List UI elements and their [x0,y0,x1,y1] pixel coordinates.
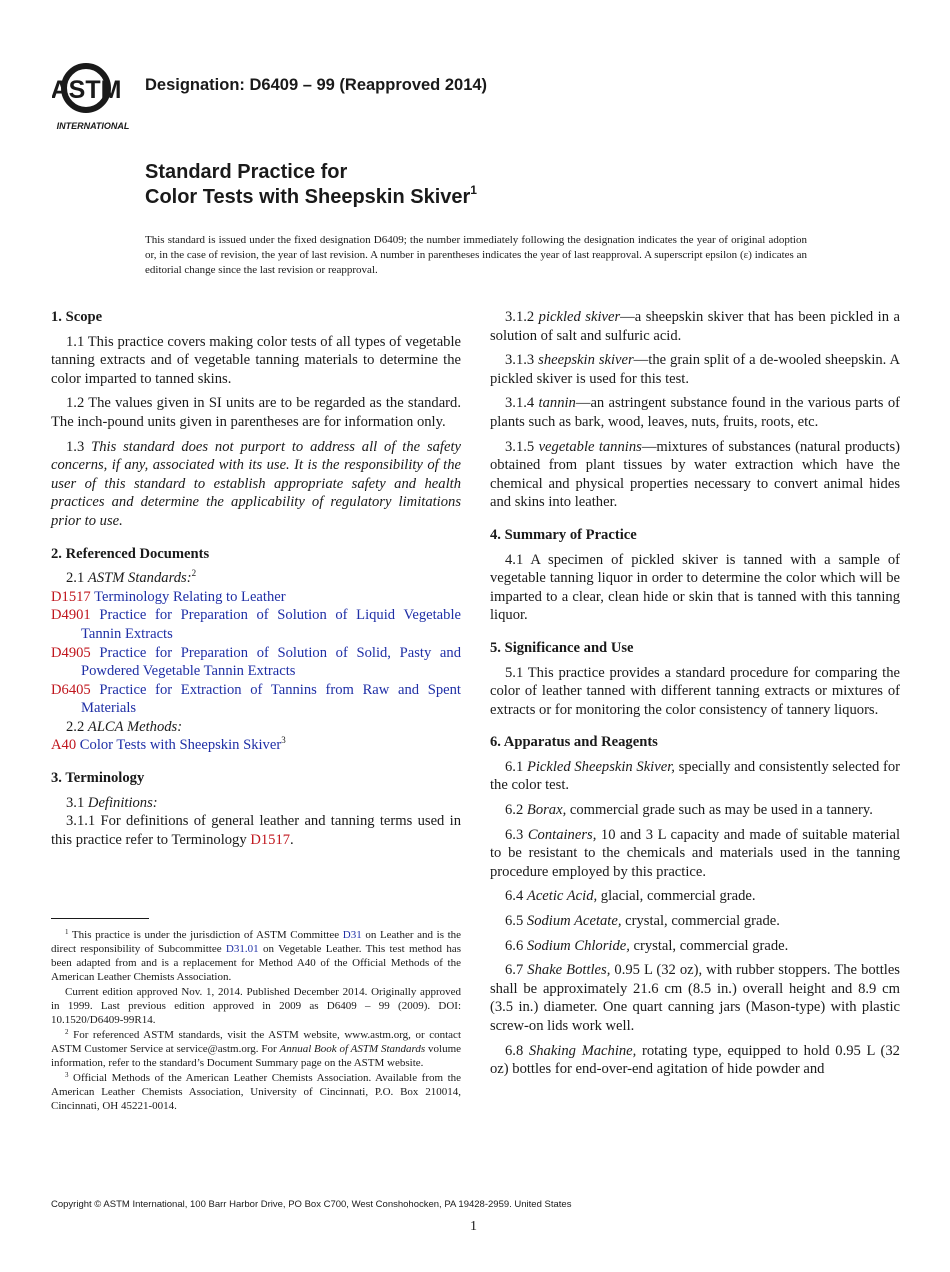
subcommittee-link-d31-01[interactable]: D31.01 [225,943,259,955]
paragraph-3-1-label: Definitions: [87,794,158,811]
paragraph-3-1 [51,794,461,813]
definition-term: tannin [538,395,576,412]
item-text: commercial grade such as may be used in a tannery. [566,802,873,819]
paragraph-2-2-num: 2.2 [66,718,85,735]
apparatus-item [490,887,900,906]
item-term: Pickled Sheepskin Skiver, [526,758,675,775]
footnote-text: volume information, refer to the standard’s Document Summary page on the ASTM website. [51,1043,462,1069]
definition-text: —a sheepskin skiver that has been pickled in a solution of salt and sulfuric acid. [490,309,900,344]
definition-num: 3.1.3 [505,352,535,369]
reference-d4905[interactable] [51,644,461,681]
ref-code[interactable]: D4901 [51,607,91,624]
apparatus-item [490,961,900,1035]
footnote-text: For referenced ASTM standards, visit the ASTM website, www.astm.org, or contact ASTM Customer Service at service@astm.org. For [51,1029,461,1055]
section-heading-apparatus: 6. Apparatus and Reagents [490,734,658,751]
definition-pickled-skiver [490,308,900,345]
definition-num: 3.1.2 [505,309,535,325]
designation: Designation: D6409 – 99 (Reapproved 2014) [145,76,488,94]
apparatus-item [490,912,900,931]
footnote-text: This practice is under the jurisdiction of ASTM Committee [71,929,340,941]
reference-d4901[interactable] [51,606,461,643]
intro-paragraph: This standard is issued under the fixed designation D6409; the number immediately following the designation indicates the year of original adoption or, in the case of revision, the year of last revision. A number in parentheses indicates the year of last reapproval. A superscript epsilon (ε) indicates an editorial change since the last revision or reapproval. [145,234,807,276]
title-footnote-mark: 1 [470,183,477,197]
item-text: specially and consistently selected for the color test. [490,758,900,794]
definition-tannin [490,394,900,431]
page-title [145,160,477,210]
definition-text: —the grain split of a de-wooled sheepskin. A pickled skiver is used for this test. [490,352,900,387]
section-heading-summary: 4. Summary of Practice [490,526,637,543]
footnote-mark: 3 [65,1071,69,1079]
logo-subtext: INTERNATIONAL [56,121,130,131]
definition-num: 3.1.4 [505,395,535,412]
footnote-text: Official Methods of the American Leather Chemists Association. Available from the American Leather Chemists Association, University of Cincinnati, P.O. Box 210014, Cincinnati, OH 45221-0014. [51,1072,462,1112]
definition-sheepskin-skiver [490,351,900,388]
section-heading-scope: 1. Scope [51,309,103,325]
item-term: Shaking Machine, [528,1042,637,1059]
ref-code[interactable]: D1517 [51,588,91,605]
item-term: Sodium Acetate, [526,913,622,930]
footnote-text: on Leather and is the direct responsibility of Subcommittee [51,929,462,955]
left-column [51,308,461,849]
paragraph-3-1-num: 3.1 [66,794,85,811]
ref-title[interactable]: Practice for Preparation of Solution of Solid, Pasty and Powdered Vegetable Tannin Extracts [81,644,461,680]
footnote-1 [51,928,461,984]
copyright-notice: Copyright © ASTM International, 100 Barr Harbor Drive, PO Box C700, West Conshohocken, PA 19428-2959. United States [51,1199,572,1210]
logo-text: ASTM [52,76,122,104]
footnote-mark: 2 [65,1028,69,1036]
item-term: Acetic Acid, [526,888,598,905]
right-column [490,308,900,1079]
item-text: 0.95 L (32 oz), with rubber stoppers. The bottles shall be approximately 21.6 cm (8.5 in.) overall height and 8.9 cm (3.5 in.) diameter. One quart canning jars (Mason-type) with plastic screw-on lids work well. [490,962,900,1034]
item-num: 6.3 [505,826,524,843]
apparatus-item [490,937,900,956]
item-num: 6.8 [505,1042,524,1059]
ref-code[interactable]: D6405 [51,681,91,698]
paragraph-2-2-label: ALCA Methods: [87,718,183,735]
footnote-1-edition: Current edition approved Nov. 1, 2014. Published December 2014. Originally approved in 1999. Last previous edition approved in 2009 as D6409 – 99 (2009). DOI: 10.1520/D6409-99R14. [51,986,461,1026]
section-heading-significance: 5. Significance and Use [490,639,634,656]
ref-title[interactable]: Color Tests with Sheepskin Skiver [79,737,282,754]
footnote-divider [51,918,149,919]
definition-text: —mixtures of substances (natural products) obtained from plant tissues by water extraction which have the chemical and physical properties necessary to convert animal hides and skins into leather. [490,438,900,511]
title-line-2 [145,185,477,210]
paragraph-3-1-1 [51,812,461,849]
paragraph-3-1-1-text: 3.1.1 For definitions of general leather and tanning terms used in this practice refer to Terminology [51,813,461,848]
item-num: 6.6 [505,937,524,954]
item-num: 6.7 [505,962,524,979]
apparatus-item [490,801,900,820]
footnote-3 [51,1071,461,1113]
footnote-mark-2: 2 [191,568,197,579]
apparatus-item [490,1042,900,1079]
item-num: 6.5 [505,913,524,930]
terminology-link-d1517[interactable]: D1517 [250,831,291,848]
definition-term: pickled skiver [538,309,621,325]
paragraph-2-1 [51,569,461,588]
item-term: Shake Bottles, [527,962,611,979]
definition-num: 3.1.5 [505,438,535,455]
footnote-mark-3: 3 [281,735,286,746]
paragraph-5-1: 5.1 This practice provides a standard procedure for comparing the color of leather tanned with different tanning extracts or mixtures of extracts or for monitoring the color consistency of tannery liquors. [490,664,900,718]
item-text: crystal, commercial grade. [621,913,780,930]
paragraph-2-1-label: ASTM Standards: [87,570,192,587]
paragraph-1-3 [51,438,461,531]
title-line-2-text: Color Tests with Sheepskin Skiver [145,186,471,208]
paragraph-1-3-text: This standard does not purport to address all of the safety concerns, if any, associated with its use. It is the responsibility of the user of this standard to establish appropriate safety and health practices and determine the applicability of regulatory limitations prior to use. [51,438,461,529]
item-term: Containers, [527,826,597,843]
paragraph-1-3-num: 1.3 [66,438,85,455]
astm-logo-graphic [52,58,134,132]
ref-code[interactable]: D4905 [51,644,91,661]
committee-link-d31[interactable]: D31 [342,929,362,941]
item-text: glacial, commercial grade. [597,888,756,905]
item-text: crystal, commercial grade. [629,937,789,954]
section-heading-referenced-documents: 2. Referenced Documents [51,545,210,562]
definition-text: —an astringent substance found in the various parts of plants such as bark, wood, leaves, nuts, fruits, roots, etc. [490,395,900,430]
paragraph-3-1-1-end: . [290,831,294,848]
footnote-2 [51,1028,461,1070]
definition-term: sheepskin skiver [538,352,634,369]
paragraph-1-1: 1.1 This practice covers making color tests of all types of vegetable tanning extracts and of vegetable tanning materials to determine the color imparted to tanned skins. [51,333,461,387]
paragraph-2-1-num: 2.1 [66,570,85,587]
definition-term: vegetable tannins [538,438,642,455]
item-num: 6.1 [505,758,524,775]
paragraph-1-2: 1.2 The values given in SI units are to be regarded as the standard. The inch-pound units given in parentheses are for information only. [51,395,461,430]
item-text: rotating type, equipped to hold 0.95 L (32 oz) bottles for end-over-end agitation of hide powder and [490,1042,900,1078]
apparatus-item [490,758,900,795]
ref-title[interactable]: Terminology Relating to Leather [94,588,286,605]
ref-title[interactable]: Practice for Extraction of Tannins from Raw and Spent Materials [81,681,461,717]
paragraph-4-1: 4.1 A specimen of pickled skiver is tanned with a sample of vegetable tanning liquor in order to determine the color which will be imparted to a clear, clean hide or skin that is tanned with this tanning liquor. [490,551,900,624]
footnote-text: on Vegetable Leather. This test method has been adapted from and is a replacement for Method A40 of the Official Methods of the American Leather Chemists Association. [51,943,462,983]
reference-d6405[interactable] [51,681,461,718]
title-line-1: Standard Practice for [145,161,348,183]
paragraph-2-2 [51,718,461,737]
item-num: 6.4 [505,888,524,905]
reference-a40[interactable] [51,736,461,755]
ref-title[interactable]: Practice for Preparation of Solution of Liquid Vegetable Tannin Extracts [81,607,461,642]
page-number: 1 [470,1219,477,1234]
footnote-italic: Annual Book of ASTM Standards [279,1043,426,1055]
astm-logo-icon [52,58,134,132]
reference-d1517[interactable] [51,588,461,607]
item-text: 10 and 3 L capacity and made of suitable material to be resistant to the chemicals and materials used in the tanning procedure employed by this practice. [490,826,900,880]
item-term: Borax, [526,802,567,819]
section-heading-terminology: 3. Terminology [51,770,145,787]
ref-code[interactable]: A40 [51,737,77,754]
item-num: 6.2 [505,802,524,819]
footnotes [51,928,461,1114]
definition-vegetable-tannins [490,438,900,512]
footnote-mark: 1 [65,928,69,936]
apparatus-item [490,826,900,882]
item-term: Sodium Chloride, [526,937,630,954]
